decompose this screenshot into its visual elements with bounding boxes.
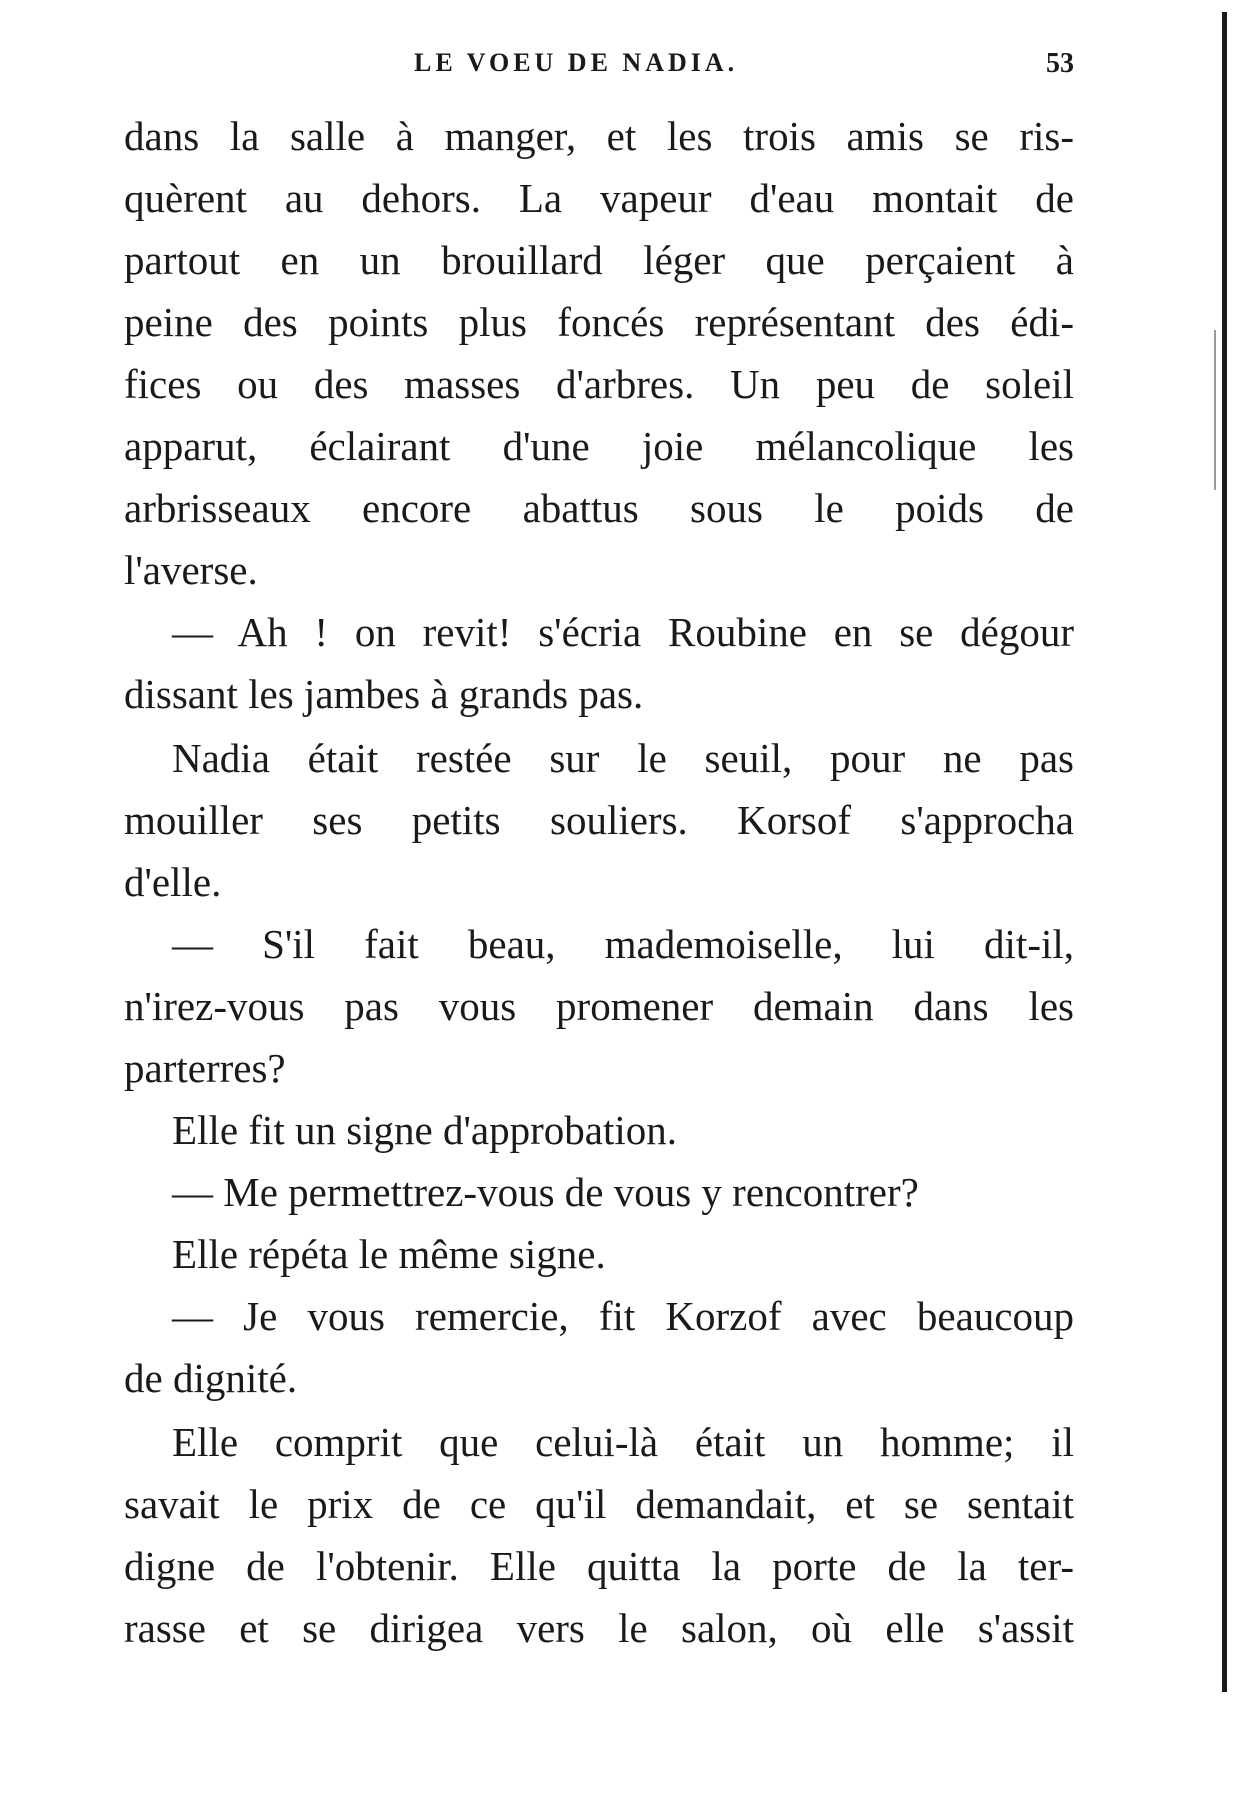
text-line: mouiller ses petits souliers. Korsof s'approcha [124,797,1074,843]
text-line: quèrent au dehors. La vapeur d'eau montait de [124,175,1074,221]
text-line: Elle répéta le même signe. [172,1231,606,1277]
text-line: partout en un brouillard léger que perçaient à [124,237,1074,283]
text-line: apparut, éclairant d'une joie mélancolique les [124,423,1074,469]
text-line: — Me permettrez-vous de vous y rencontrer? [172,1169,919,1215]
text-line: — Je vous remercie, fit Korzof avec beaucoup [172,1293,1074,1339]
text-line: — S'il fait beau, mademoiselle, lui dit-il, [172,921,1074,967]
text-line: peine des points plus foncés représentant des édi- [124,299,1074,345]
text-line: — Ah ! on revit! s'écria Roubine en se dégour [172,609,1074,655]
text-line: savait le prix de ce qu'il demandait, et se sentait [124,1481,1074,1527]
text-line: fices ou des masses d'arbres. Un peu de soleil [124,361,1074,407]
page-edge-mark [1214,330,1216,490]
body-text [124,105,1074,1659]
text-line: digne de l'obtenir. Elle quitta la porte de la ter- [124,1543,1074,1589]
text-line: parterres? [124,1045,286,1091]
text-line: n'irez-vous pas vous promener demain dans les [124,983,1074,1029]
text-line: d'elle. [124,859,222,905]
page-header [124,48,1074,88]
page-edge-shadow [1222,12,1227,1692]
text-line: arbrisseaux encore abattus sous le poids de [124,485,1074,531]
text-line: Nadia était restée sur le seuil, pour ne pas [172,735,1074,781]
text-line: de dignité. [124,1355,298,1401]
running-title: LE VOEU DE NADIA. [414,48,739,77]
text-line: dans la salle à manger, et les trois amis se ris- [124,113,1074,159]
text-line: l'averse. [124,547,258,593]
page-number: 53 [1046,48,1074,79]
text-line: dissant les jambes à grands pas. [124,671,644,717]
text-line: Elle fit un signe d'approbation. [172,1107,677,1153]
text-line: rasse et se dirigea vers le salon, où elle s'assit [124,1605,1074,1651]
text-line: Elle comprit que celui-là était un homme; il [172,1419,1074,1465]
